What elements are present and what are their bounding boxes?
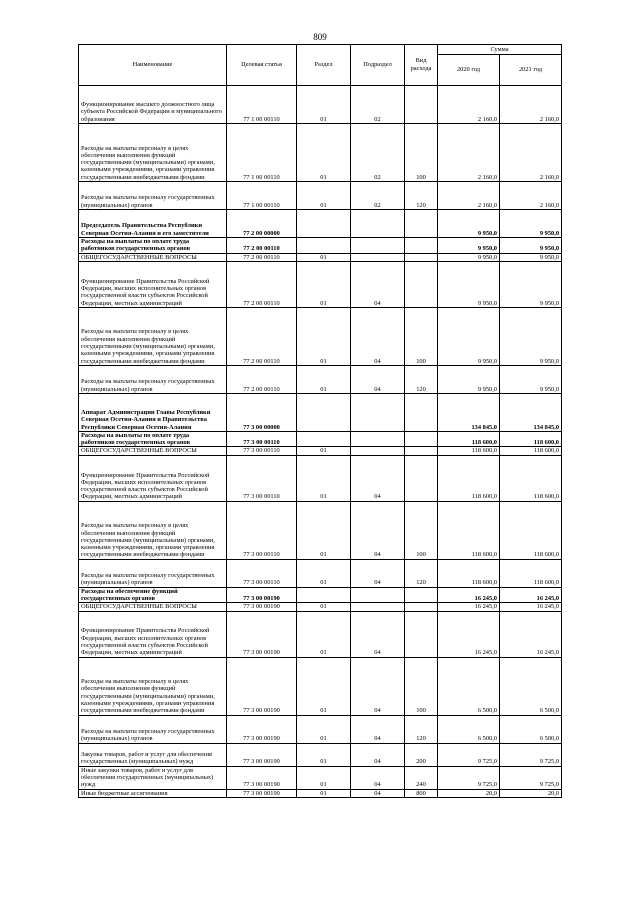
- row-expense-type: 100: [405, 307, 438, 365]
- row-section: 01: [297, 455, 351, 501]
- row-name: Функционирование Правительства Российской Федерации, высших исполнительных органов государственной власти субъектов Российской Федерации, местных администраций: [79, 261, 227, 307]
- row-subsection: [351, 603, 405, 611]
- row-subsection: 02: [351, 124, 405, 182]
- row-subsection: 04: [351, 715, 405, 743]
- row-subsection: 04: [351, 789, 405, 797]
- row-expense-type: [405, 86, 438, 124]
- row-subsection: 04: [351, 766, 405, 789]
- row-section: 01: [297, 611, 351, 657]
- page-number: 809: [313, 32, 327, 42]
- row-expense-type: [405, 238, 438, 254]
- header-subsection: Подраздел: [351, 45, 405, 86]
- row-sum-2020: 9 950,0: [438, 210, 500, 238]
- row-subsection: 04: [351, 455, 405, 501]
- row-sum-2021: 2 160,0: [500, 182, 562, 210]
- header-2021: 2021 год: [500, 55, 562, 86]
- row-sum-2020: 134 845,0: [438, 393, 500, 431]
- row-sum-2021: 9 950,0: [500, 210, 562, 238]
- row-subsection: [351, 210, 405, 238]
- row-name: Расходы на выплаты персоналу государственных (муниципальных) органов: [79, 182, 227, 210]
- row-expense-type: 800: [405, 789, 438, 797]
- row-sum-2020: 9 950,0: [438, 261, 500, 307]
- row-sum-2020: 6 500,0: [438, 715, 500, 743]
- row-section: 01: [297, 447, 351, 455]
- table-row: [79, 447, 562, 455]
- row-name: Функционирование Правительства Российской Федерации, высших исполнительных органов государственной власти субъектов Российской Федерации, местных администраций: [79, 611, 227, 657]
- row-subsection: 04: [351, 611, 405, 657]
- row-sum-2021: 9 950,0: [500, 238, 562, 254]
- table-row: [79, 715, 562, 743]
- row-sum-2021: 134 845,0: [500, 393, 562, 431]
- row-sum-2021: 9 725,0: [500, 766, 562, 789]
- table-row: [79, 559, 562, 587]
- row-section: 01: [297, 86, 351, 124]
- row-target-article: 77 3 00 00190: [227, 789, 297, 797]
- row-sum-2020: 20,0: [438, 789, 500, 797]
- table-row: [79, 657, 562, 715]
- row-target-article: 77 2 00 00110: [227, 261, 297, 307]
- table-row: [79, 261, 562, 307]
- row-sum-2020: 9 950,0: [438, 365, 500, 393]
- row-target-article: 77 3 00 00110: [227, 455, 297, 501]
- table-row: [79, 238, 562, 254]
- row-section: 01: [297, 182, 351, 210]
- row-target-article: 77 3 00 00190: [227, 611, 297, 657]
- row-expense-type: 120: [405, 559, 438, 587]
- row-target-article: 77 2 00 00110: [227, 253, 297, 261]
- row-subsection: 04: [351, 743, 405, 766]
- table-row: [79, 766, 562, 789]
- row-sum-2020: 118 600,0: [438, 559, 500, 587]
- row-sum-2020: 9 950,0: [438, 253, 500, 261]
- row-expense-type: 240: [405, 766, 438, 789]
- row-subsection: 04: [351, 307, 405, 365]
- row-expense-type: [405, 447, 438, 455]
- row-section: [297, 238, 351, 254]
- row-target-article: 77 1 00 00110: [227, 124, 297, 182]
- table-row: [79, 501, 562, 559]
- row-sum-2021: 118 600,0: [500, 447, 562, 455]
- row-section: 01: [297, 365, 351, 393]
- row-target-article: 77 3 00 00190: [227, 587, 297, 603]
- row-sum-2021: 9 950,0: [500, 307, 562, 365]
- row-target-article: 77 1 00 00110: [227, 182, 297, 210]
- row-subsection: [351, 393, 405, 431]
- row-expense-type: [405, 603, 438, 611]
- row-subsection: 04: [351, 501, 405, 559]
- table-row: [79, 455, 562, 501]
- table-row: [79, 393, 562, 431]
- header-name: Наименование: [79, 45, 227, 86]
- row-target-article: 77 2 00 00110: [227, 365, 297, 393]
- row-expense-type: 120: [405, 365, 438, 393]
- row-target-article: 77 3 00 00190: [227, 603, 297, 611]
- row-sum-2021: 118 600,0: [500, 455, 562, 501]
- row-name: Аппарат Администрации Главы Республики Северная Осетия-Алания и Правительства Республики Северная Осетия-Алания: [79, 393, 227, 431]
- row-section: 01: [297, 559, 351, 587]
- row-section: 01: [297, 743, 351, 766]
- row-expense-type: [405, 261, 438, 307]
- row-sum-2021: 16 245,0: [500, 587, 562, 603]
- row-target-article: 77 3 00 00000: [227, 393, 297, 431]
- row-section: 01: [297, 501, 351, 559]
- row-name: Расходы на выплаты персоналу в целях обеспечения выполнения функций государственными (муниципальными) органами, казенными учреждениями, органами управления государственными внебюджетными фондами: [79, 501, 227, 559]
- table-row: [79, 253, 562, 261]
- row-name: Иные закупки товаров, работ и услуг для обеспечения государственных (муниципальных) нужд: [79, 766, 227, 789]
- row-name: Функционирование высшего должностного лица субъекта Российской Федерации и муниципального образования: [79, 86, 227, 124]
- table-row: [79, 307, 562, 365]
- row-target-article: 77 3 00 00110: [227, 559, 297, 587]
- row-sum-2020: 2 160,0: [438, 182, 500, 210]
- row-sum-2021: 118 600,0: [500, 501, 562, 559]
- row-target-article: 77 1 00 00110: [227, 86, 297, 124]
- row-section: 01: [297, 124, 351, 182]
- row-subsection: 04: [351, 559, 405, 587]
- row-target-article: 77 3 00 00190: [227, 766, 297, 789]
- header-sum: Сумма: [438, 45, 562, 55]
- row-subsection: [351, 253, 405, 261]
- table-row: [79, 431, 562, 447]
- row-expense-type: [405, 210, 438, 238]
- row-expense-type: [405, 587, 438, 603]
- table-row: [79, 587, 562, 603]
- row-name: ОБЩЕГОСУДАРСТВЕННЫЕ ВОПРОСЫ: [79, 447, 227, 455]
- row-subsection: 02: [351, 86, 405, 124]
- row-sum-2020: 2 160,0: [438, 86, 500, 124]
- row-sum-2021: 9 950,0: [500, 253, 562, 261]
- row-section: [297, 431, 351, 447]
- row-name: Закупка товаров, работ и услуг для обеспечения государственных (муниципальных) нужд: [79, 743, 227, 766]
- row-subsection: [351, 587, 405, 603]
- header-section: Раздел: [297, 45, 351, 86]
- row-target-article: 77 3 00 00110: [227, 431, 297, 447]
- row-name: Расходы на выплаты персоналу государственных (муниципальных) органов: [79, 715, 227, 743]
- row-subsection: 02: [351, 182, 405, 210]
- row-sum-2020: 118 600,0: [438, 447, 500, 455]
- row-name: Расходы на выплаты персоналу в целях обеспечения выполнения функций государственными (муниципальными) органами, казенными учреждениями, органами управления государственными внебюджетными фондами: [79, 124, 227, 182]
- row-sum-2020: 16 245,0: [438, 611, 500, 657]
- row-expense-type: 100: [405, 124, 438, 182]
- row-expense-type: 100: [405, 657, 438, 715]
- row-subsection: [351, 431, 405, 447]
- row-sum-2020: 9 725,0: [438, 766, 500, 789]
- table-row: [79, 365, 562, 393]
- row-sum-2021: 6 500,0: [500, 657, 562, 715]
- row-sum-2020: 6 500,0: [438, 657, 500, 715]
- row-sum-2020: 16 245,0: [438, 603, 500, 611]
- row-target-article: 77 2 00 00110: [227, 307, 297, 365]
- row-target-article: 77 3 00 00190: [227, 657, 297, 715]
- row-section: [297, 587, 351, 603]
- row-subsection: 04: [351, 261, 405, 307]
- row-section: 01: [297, 307, 351, 365]
- row-subsection: 04: [351, 365, 405, 393]
- row-sum-2021: 2 160,0: [500, 86, 562, 124]
- budget-table: [78, 44, 562, 798]
- row-name: Иные бюджетные ассигнования: [79, 789, 227, 797]
- row-section: 01: [297, 766, 351, 789]
- row-name: Расходы на выплаты персоналу в целях обеспечения выполнения функций государственными (муниципальными) органами, казенными учреждениями, органами управления государственными внебюджетными фондами: [79, 657, 227, 715]
- row-sum-2020: 118 600,0: [438, 455, 500, 501]
- row-expense-type: 120: [405, 182, 438, 210]
- row-target-article: 77 3 00 00190: [227, 715, 297, 743]
- row-sum-2021: 20,0: [500, 789, 562, 797]
- row-section: [297, 210, 351, 238]
- row-name: Функционирование Правительства Российской Федерации, высших исполнительных органов государственной власти субъектов Российской Федерации, местных администраций: [79, 455, 227, 501]
- row-expense-type: [405, 431, 438, 447]
- row-sum-2020: 118 600,0: [438, 501, 500, 559]
- row-name: Расходы на выплаты персоналу государственных (муниципальных) органов: [79, 559, 227, 587]
- row-expense-type: 200: [405, 743, 438, 766]
- row-sum-2021: 6 500,0: [500, 715, 562, 743]
- row-subsection: [351, 447, 405, 455]
- row-name: ОБЩЕГОСУДАРСТВЕННЫЕ ВОПРОСЫ: [79, 603, 227, 611]
- row-expense-type: [405, 455, 438, 501]
- table-row: [79, 603, 562, 611]
- header-target: Целевая статья: [227, 45, 297, 86]
- row-expense-type: 100: [405, 501, 438, 559]
- row-sum-2021: 9 950,0: [500, 365, 562, 393]
- row-sum-2021: 16 245,0: [500, 603, 562, 611]
- row-section: 01: [297, 253, 351, 261]
- row-sum-2020: 118 600,0: [438, 431, 500, 447]
- row-expense-type: [405, 393, 438, 431]
- table-row: [79, 210, 562, 238]
- row-sum-2021: 2 160,0: [500, 124, 562, 182]
- table-row: [79, 789, 562, 797]
- row-sum-2021: 9 725,0: [500, 743, 562, 766]
- table-row: [79, 182, 562, 210]
- row-expense-type: 120: [405, 715, 438, 743]
- row-name: Расходы на выплаты персоналу в целях обеспечения выполнения функций государственными (муниципальными) органами, казенными учреждениями, органами управления государственными внебюджетными фондами: [79, 307, 227, 365]
- row-name: ОБЩЕГОСУДАРСТВЕННЫЕ ВОПРОСЫ: [79, 253, 227, 261]
- row-target-article: 77 3 00 00110: [227, 501, 297, 559]
- row-subsection: 04: [351, 657, 405, 715]
- row-sum-2021: 16 245,0: [500, 611, 562, 657]
- row-target-article: 77 3 00 00190: [227, 743, 297, 766]
- header-2020: 2020 год: [438, 55, 500, 86]
- row-name: Расходы на выплаты по оплате труда работников государственных органов: [79, 431, 227, 447]
- row-sum-2020: 16 245,0: [438, 587, 500, 603]
- row-sum-2021: 9 950,0: [500, 261, 562, 307]
- row-name: Расходы на выплаты персоналу государственных (муниципальных) органов: [79, 365, 227, 393]
- row-section: 01: [297, 657, 351, 715]
- row-sum-2021: 118 600,0: [500, 431, 562, 447]
- row-name: Расходы на выплаты по оплате труда работников государственных органов: [79, 238, 227, 254]
- row-section: 01: [297, 603, 351, 611]
- row-sum-2020: 2 160,0: [438, 124, 500, 182]
- row-target-article: 77 2 00 00000: [227, 210, 297, 238]
- row-subsection: [351, 238, 405, 254]
- row-sum-2021: 118 600,0: [500, 559, 562, 587]
- row-target-article: 77 2 00 00110: [227, 238, 297, 254]
- row-section: 01: [297, 261, 351, 307]
- table-row: [79, 743, 562, 766]
- row-name: Расходы на обеспечение функций государственных органов: [79, 587, 227, 603]
- row-sum-2020: 9 950,0: [438, 307, 500, 365]
- row-name: Председатель Правительства Республики Северная Осетия-Алания и его заместители: [79, 210, 227, 238]
- row-section: 01: [297, 715, 351, 743]
- row-expense-type: [405, 253, 438, 261]
- header-expense-type: Вид расхода: [405, 45, 438, 86]
- row-sum-2020: 9 725,0: [438, 743, 500, 766]
- row-expense-type: [405, 611, 438, 657]
- row-section: [297, 393, 351, 431]
- row-sum-2020: 9 950,0: [438, 238, 500, 254]
- table-row: [79, 124, 562, 182]
- table-row: [79, 86, 562, 124]
- row-section: 01: [297, 789, 351, 797]
- table-row: [79, 611, 562, 657]
- row-target-article: 77 3 00 00110: [227, 447, 297, 455]
